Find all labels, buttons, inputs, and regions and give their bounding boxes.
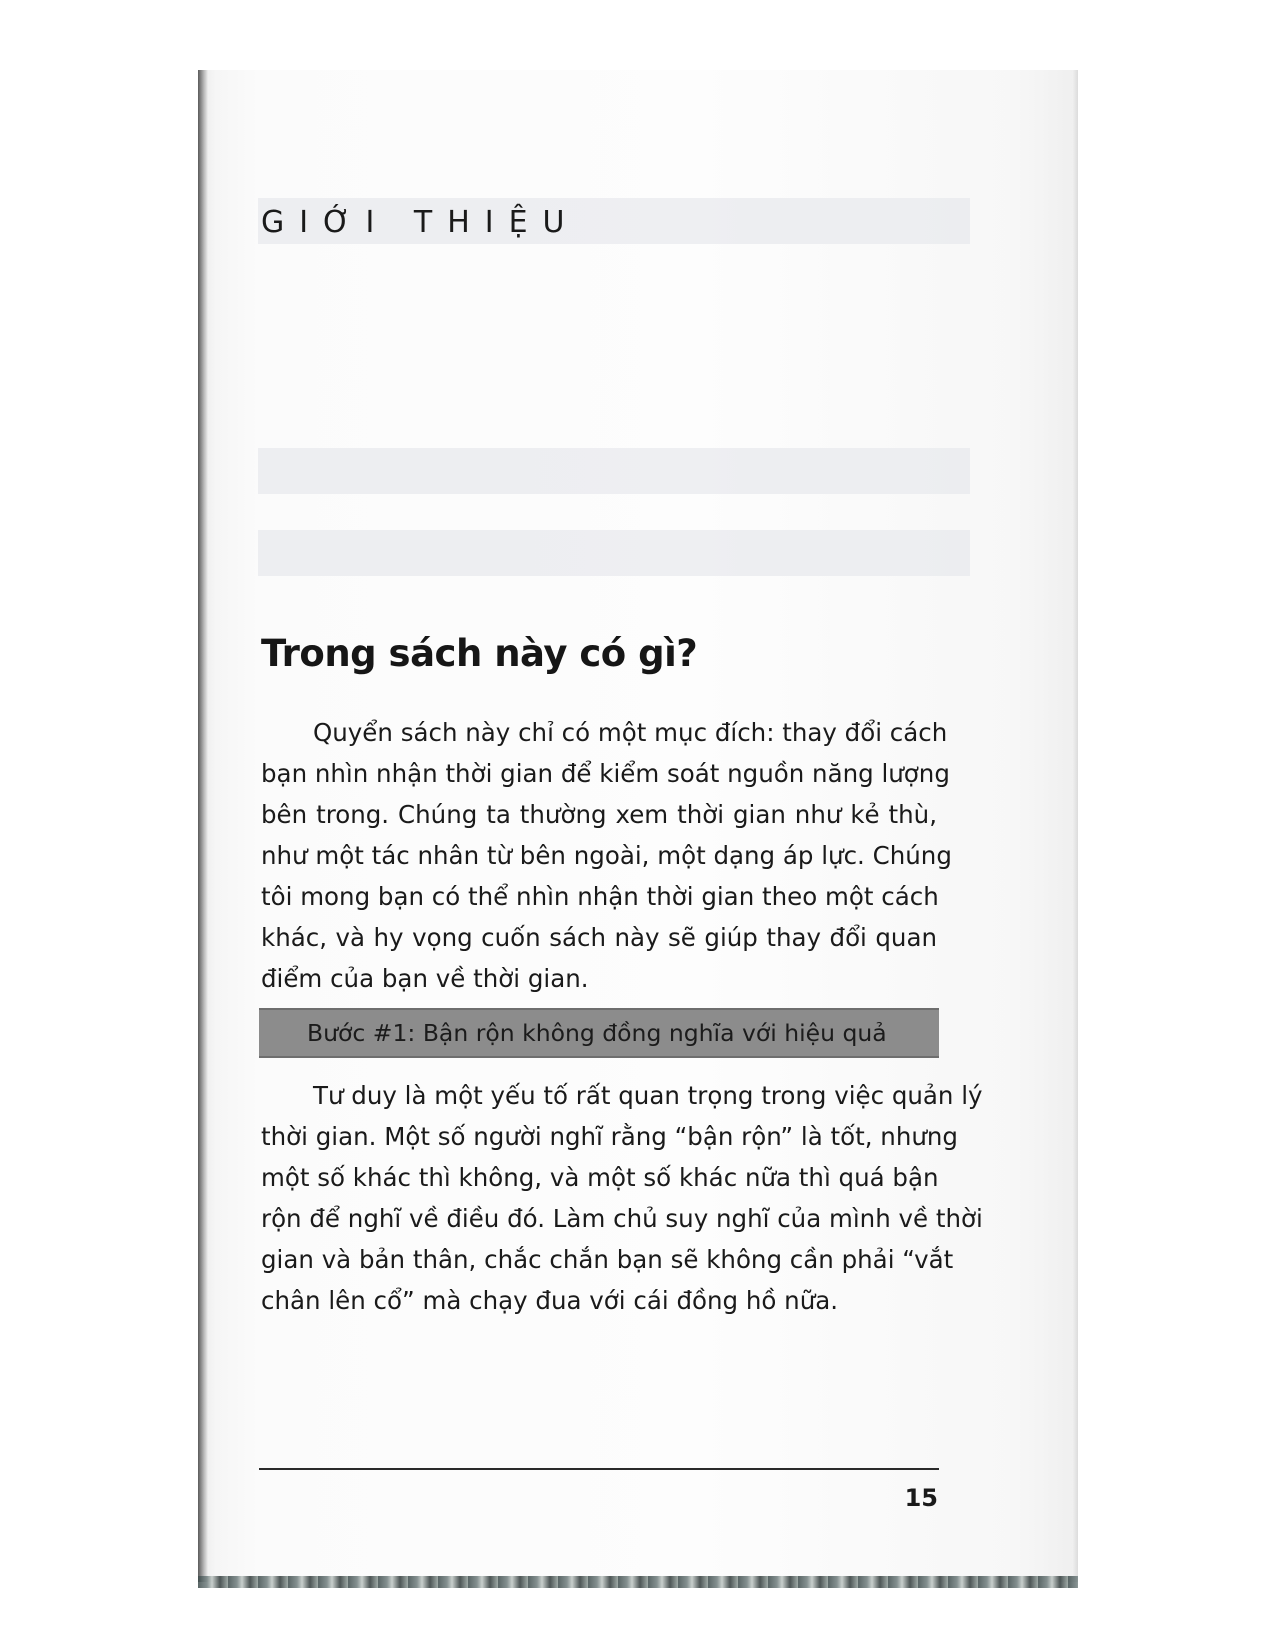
bleed-through-band — [258, 530, 970, 576]
paragraph-line: rộn để nghĩ về điều đó. Làm chủ suy nghĩ của mình về thời — [261, 1204, 983, 1233]
page-number: 15 — [904, 1484, 938, 1512]
page-edge-right — [1072, 70, 1078, 1582]
step-banner — [259, 1008, 939, 1058]
step-paragraph — [261, 1075, 983, 1321]
paragraph-line: thời gian. Một số người nghĩ rằng “bận rộn” là tốt, nhưng — [261, 1122, 958, 1151]
paragraph-line: tôi mong bạn có thể nhìn nhận thời gian theo một cách — [261, 882, 939, 911]
paragraph-line: Tư duy là một yếu tố rất quan trọng trong việc quản lý — [313, 1081, 983, 1110]
intro-paragraph — [261, 712, 952, 999]
step-banner-text: Bước #1: Bận rộn không đồng nghĩa với hiệu quả — [307, 1019, 887, 1047]
book-spine-shadow — [198, 70, 208, 1582]
paragraph-line: bên trong. Chúng ta thường xem thời gian như kẻ thù, — [261, 800, 937, 829]
paragraph-line: điểm của bạn về thời gian. — [261, 964, 589, 993]
footer-rule — [259, 1468, 939, 1470]
paragraph-line: như một tác nhân từ bên ngoài, một dạng áp lực. Chúng — [261, 841, 952, 870]
paragraph-line: khác, và hy vọng cuốn sách này sẽ giúp thay đổi quan — [261, 923, 937, 952]
paragraph-line: một số khác thì không, và một số khác nữa thì quá bận — [261, 1163, 939, 1192]
paragraph-line: bạn nhìn nhận thời gian để kiểm soát nguồn năng lượng — [261, 759, 950, 788]
paragraph-line: gian và bản thân, chắc chắn bạn sẽ không cần phải “vắt — [261, 1245, 954, 1274]
page-edge-bottom — [198, 1576, 1078, 1588]
paragraph-line: chân lên cổ” mà chạy đua với cái đồng hồ nữa. — [261, 1286, 839, 1315]
running-head: GIỚI THIỆU — [261, 205, 580, 240]
paragraph-line: Quyển sách này chỉ có một mục đích: thay đổi cách — [313, 718, 948, 747]
section-title: Trong sách này có gì? — [261, 632, 698, 675]
bleed-through-band — [258, 448, 970, 494]
